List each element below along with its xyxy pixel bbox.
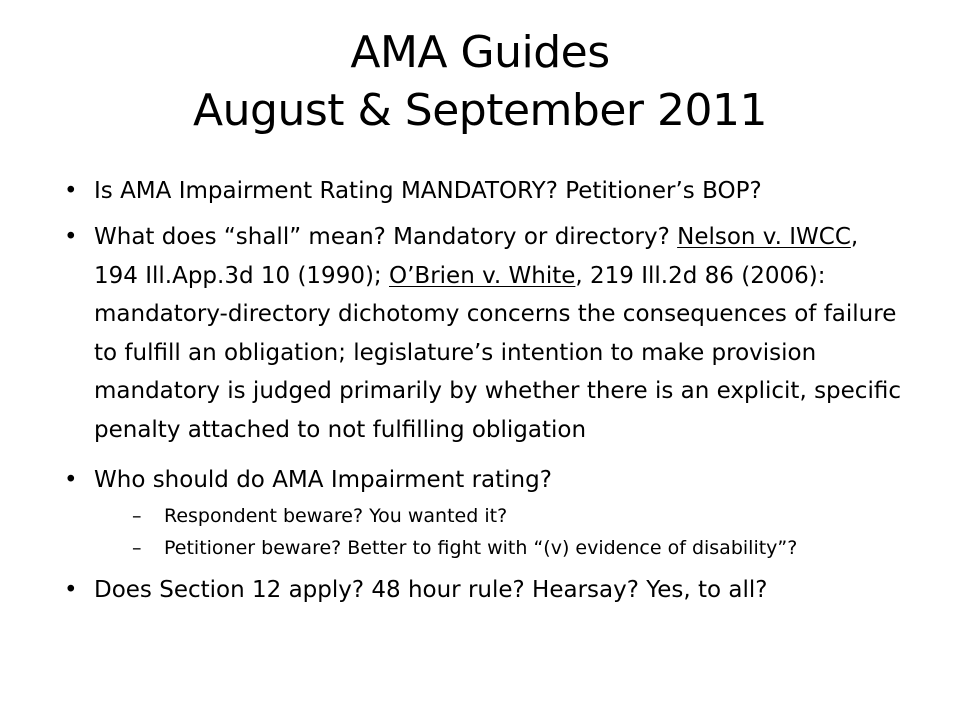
case-citation-nelson: Nelson v. IWCC	[677, 224, 851, 250]
bullet-text: Who should do AMA Impairment rating?	[94, 467, 552, 493]
bullet-item	[64, 218, 904, 449]
bullet-text-segment: , 194 Ill.App.3d 10 (1990);	[94, 224, 859, 289]
sub-bullet-text: Respondent beware? You wanted it?	[164, 505, 508, 527]
sub-bullet-item	[94, 501, 904, 531]
bullet-item	[64, 172, 904, 210]
slide-body	[64, 172, 904, 617]
bullet-marker: •	[64, 577, 78, 603]
bullet-text-segment: What does “shall” mean? Mandatory or directory?	[94, 224, 678, 250]
bullet-item	[64, 571, 904, 609]
bullet-text	[94, 224, 901, 443]
bullet-text: Does Section 12 apply? 48 hour rule? Hearsay? Yes, to all?	[94, 577, 768, 603]
sub-bullet-item	[94, 533, 904, 563]
bullet-marker: •	[64, 178, 78, 204]
sub-bullet-marker: –	[132, 537, 142, 559]
sub-bullet-marker: –	[132, 505, 142, 527]
bullet-marker: •	[64, 224, 78, 250]
case-citation-obrien: O’Brien v. White	[389, 262, 576, 289]
bullet-item	[64, 461, 904, 563]
title-line-2: August & September 2011	[193, 85, 767, 136]
bullet-marker: •	[64, 467, 78, 493]
title-line-1: AMA Guides	[350, 27, 610, 78]
bullet-text-segment: , 219 Ill.2d 86 (2006): mandatory-directory dichotomy concerns the consequences of failure to fulfill an obligation; legislature’s intention to make provision mandatory is judged primarily by whether there is an explicit, specific penalty attached to not fulfilling obligation	[94, 262, 901, 443]
sub-bullet-text: Petitioner beware? Better to fight with “(v) evidence of disability”?	[164, 537, 798, 559]
bullet-text: Is AMA Impairment Rating MANDATORY? Petitioner’s BOP?	[94, 178, 762, 204]
slide-title	[0, 24, 960, 140]
